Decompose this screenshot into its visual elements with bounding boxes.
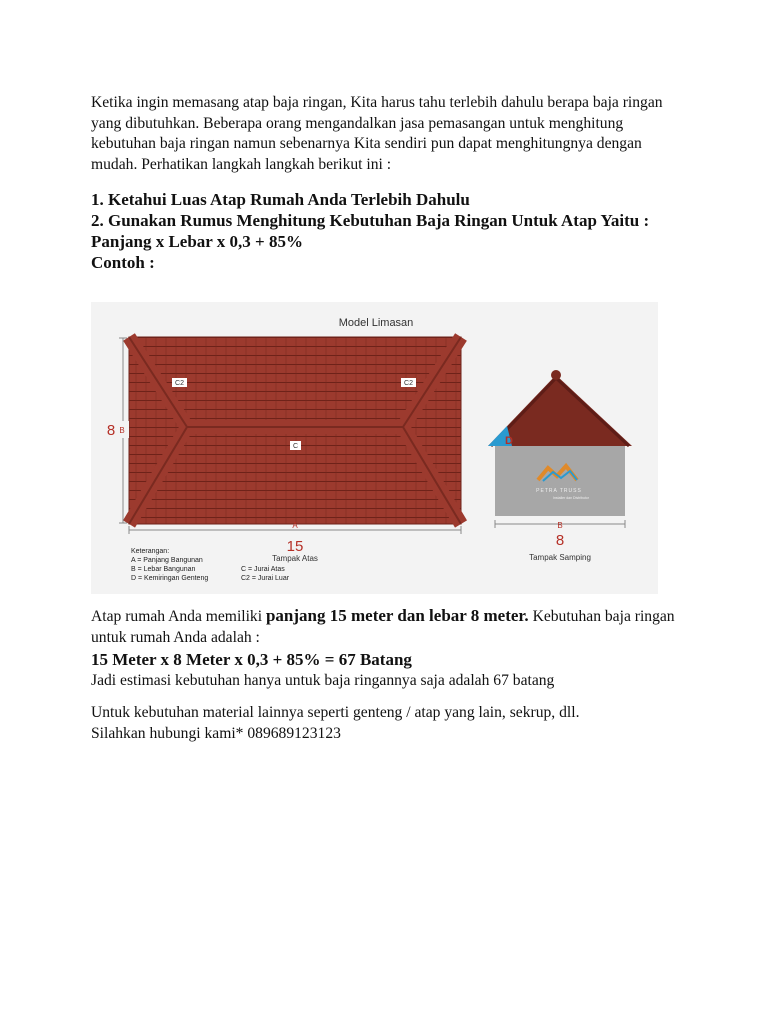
legend-b: B = Lebar Bangunan [131,566,196,573]
side-view-caption: Tampak Samping [529,553,591,562]
step-formula: Panjang x Lebar x 0,3 + 85% [91,232,303,251]
side-letter: B [557,521,563,530]
width-letter: B [119,426,125,435]
legend-a: A = Panjang Bangunan [131,557,203,564]
top-view-caption: Tampak Atas [272,554,318,563]
width-value: 8 [106,422,116,439]
contact-line-2: Silahkan hubungi kami* 089689123123 [91,724,341,742]
side-value: 8 [555,532,565,549]
label-c: C [292,443,299,450]
example-label: Contoh : [91,253,155,272]
result-dimensions: panjang 15 meter dan lebar 8 meter. [265,606,529,625]
legend [131,548,290,582]
label-c2-right: C2 [404,380,413,387]
legend-title: Keterangan: [131,548,170,555]
label-d: D [505,435,513,447]
step-2: 2. Gunakan Rumus Menghitung Kebutuhan Baja Ringan Untuk Atap Yaitu : [91,211,650,230]
contact-line-1: Untuk kebutuhan material lainnya seperti genteng / atap yang lain, sekrup, dll. [91,704,580,721]
roof-diagram [91,302,658,594]
length-value: 15 [286,538,304,555]
contact-block [91,703,691,744]
brand-tagline: Installer dan Distributor [553,496,589,500]
result-estimate: Jadi estimasi kebutuhan hanya untuk baja ringannya saja adalah 67 batang [91,672,555,689]
legend-c: C = Jurai Atas [241,566,285,573]
result-formula: 15 Meter x 8 Meter x 0,3 + 85% = 67 Batang [91,650,412,669]
brand-name: PETRA TRUSS [536,488,582,494]
step-1: 1. Ketahui Luas Atap Rumah Anda Terlebih Dahulu [91,190,470,209]
top-view-roof [129,337,461,524]
label-c2-left: C2 [175,380,184,387]
diagram-title: Model Limasan [338,317,414,329]
legend-c2: C2 = Jurai Luar [241,575,290,582]
legend-d: D = Kemiringan Genteng [131,575,209,582]
result-text-pre: Atap rumah Anda memiliki [91,608,266,625]
steps-block [91,189,711,273]
result-block [91,606,701,692]
result-paragraph [91,606,701,648]
length-letter: A [292,521,298,530]
intro-paragraph: Ketika ingin memasang atap baja ringan, Kita harus tahu terlebih dahulu berapa baja ringan yang dibutuhkan. Beberapa orang mengandalkan jasa pemasangan untuk menghitung kebutuhan baja ringan namun sebenarnya Kita sendiri pun dapat menghitungnya dengan mudah. Perhatikan langkah langkah berikut ini : [91,94,663,173]
result-text-post: Kebutuhan baja ringan untuk rumah Anda adalah : [91,608,675,646]
